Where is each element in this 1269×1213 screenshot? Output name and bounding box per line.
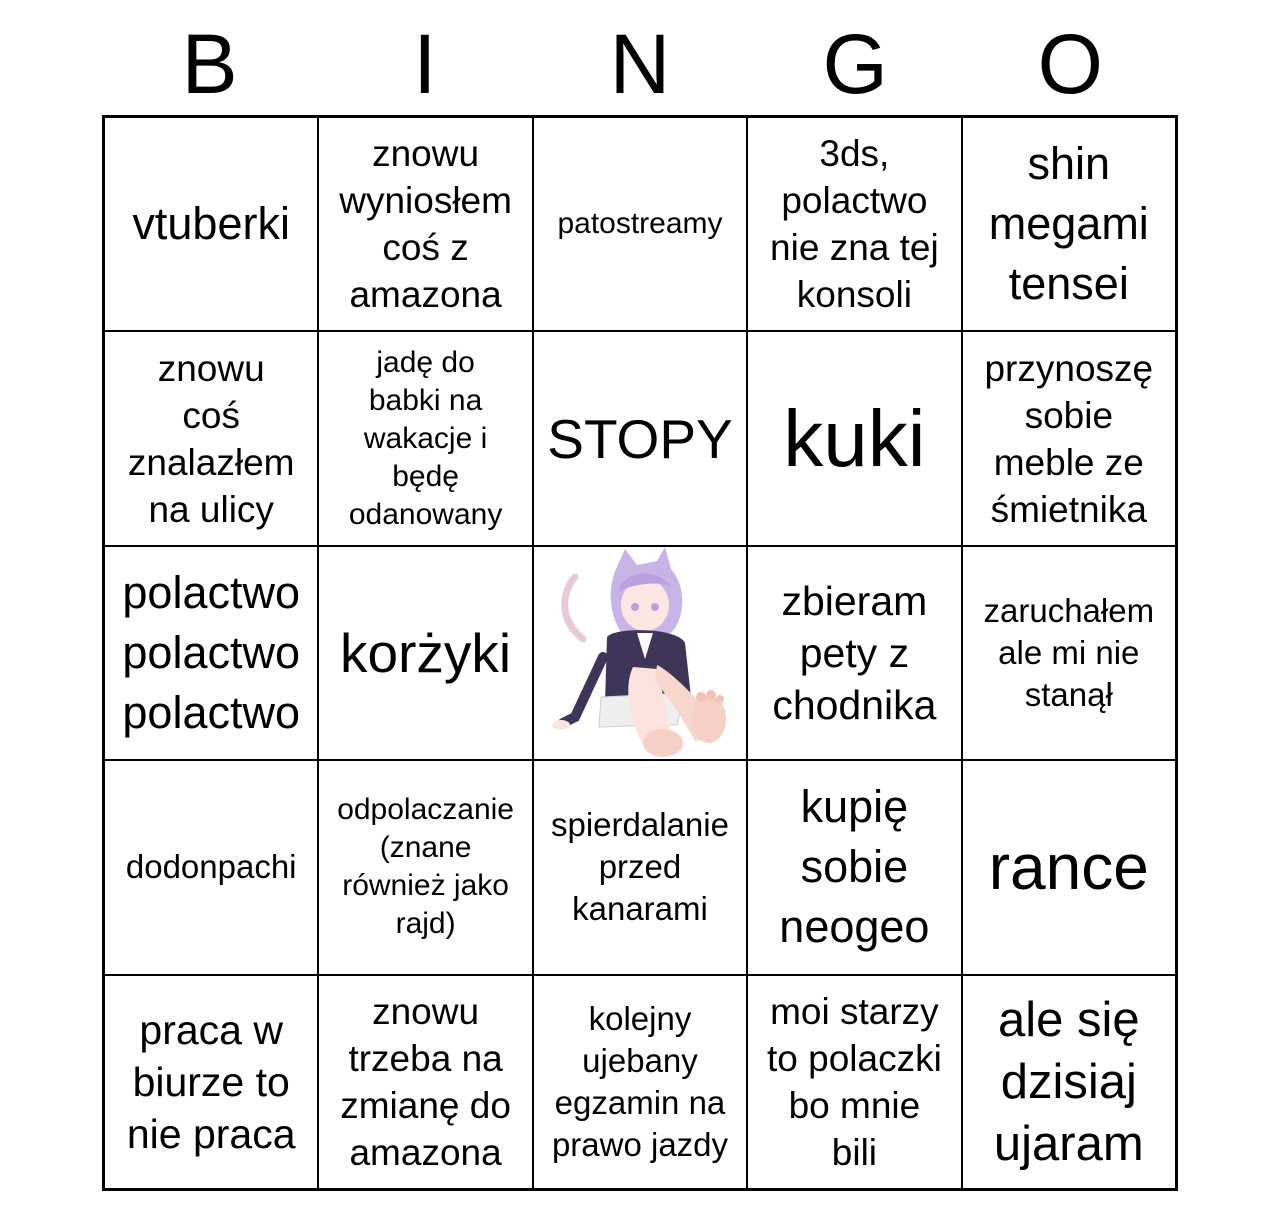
bingo-cell-1[interactable] bbox=[104, 117, 318, 331]
cell-text: jadę do babki na wakacje i będę odanowany bbox=[348, 345, 503, 531]
bingo-cell-22[interactable] bbox=[318, 975, 532, 1189]
cell-text: zbieram pety z chodnika bbox=[772, 577, 937, 728]
cell-text: zaruchałem ale mi nie stanął bbox=[983, 591, 1155, 713]
bingo-cell-17[interactable] bbox=[318, 760, 532, 974]
header-letter-b: B bbox=[181, 17, 238, 111]
header-letter-o: O bbox=[1037, 17, 1104, 111]
bingo-cell-14[interactable] bbox=[747, 546, 961, 760]
cell-text: patostreamy bbox=[557, 207, 723, 241]
bingo-cell-free[interactable] bbox=[533, 546, 747, 760]
bingo-cell-9[interactable] bbox=[747, 331, 961, 545]
cell-text: 3ds, polactwo nie zna tej konsoli bbox=[770, 133, 939, 316]
anime-catgirl-illustration bbox=[545, 547, 735, 759]
cell-text: korżyki bbox=[340, 621, 512, 684]
cell-text: kuki bbox=[783, 393, 926, 483]
cell-text: shin megami tensei bbox=[988, 138, 1149, 310]
bingo-header bbox=[102, 18, 1178, 110]
bingo-cell-18[interactable] bbox=[533, 760, 747, 974]
cell-text: praca w biurze to nie praca bbox=[126, 1006, 296, 1157]
cell-text: ale się dzisiaj ujaram bbox=[993, 992, 1144, 1171]
bingo-cell-19[interactable] bbox=[747, 760, 961, 974]
bingo-cell-6[interactable] bbox=[104, 331, 318, 545]
bingo-cell-25[interactable] bbox=[962, 975, 1176, 1189]
cell-text: znowu coś znalazłem na ulicy bbox=[127, 347, 295, 530]
header-letter-i: I bbox=[413, 17, 437, 111]
cell-text: spierdalanie przed kanarami bbox=[551, 806, 729, 928]
bingo-cell-8[interactable] bbox=[533, 331, 747, 545]
cell-text: dodonpachi bbox=[125, 848, 297, 886]
bingo-cell-23[interactable] bbox=[533, 975, 747, 1189]
bingo-cell-11[interactable] bbox=[104, 546, 318, 760]
cell-text: znowu trzeba na zmianę do amazona bbox=[340, 990, 511, 1173]
bingo-cell-2[interactable] bbox=[318, 117, 532, 331]
cell-text: vtuberki bbox=[132, 198, 290, 250]
bingo-cell-21[interactable] bbox=[104, 975, 318, 1189]
bingo-cell-7[interactable] bbox=[318, 331, 532, 545]
bingo-grid bbox=[102, 115, 1178, 1191]
cell-text: polactwo polactwo polactwo bbox=[122, 566, 300, 738]
bingo-cell-10[interactable] bbox=[962, 331, 1176, 545]
cell-text: STOPY bbox=[547, 407, 733, 470]
cell-text: przynoszę sobie meble ze śmietnika bbox=[984, 347, 1154, 530]
header-letter-n: N bbox=[609, 17, 671, 111]
bingo-cell-4[interactable] bbox=[747, 117, 961, 331]
bingo-cell-15[interactable] bbox=[962, 546, 1176, 760]
bingo-cell-16[interactable] bbox=[104, 760, 318, 974]
bingo-cell-24[interactable] bbox=[747, 975, 961, 1189]
bingo-cell-5[interactable] bbox=[962, 117, 1176, 331]
cell-text: kolejny ujebany egzamin na prawo jazdy bbox=[551, 999, 729, 1163]
bingo-cell-3[interactable] bbox=[533, 117, 747, 331]
cell-text: znowu wyniosłem coś z amazona bbox=[339, 133, 512, 316]
bingo-cell-12[interactable] bbox=[318, 546, 532, 760]
cell-text: kupię sobie neogeo bbox=[779, 781, 930, 953]
header-letter-g: G bbox=[822, 17, 888, 111]
bingo-cell-20[interactable] bbox=[962, 760, 1176, 974]
cell-text: moi starzy to polaczki bo mnie bili bbox=[766, 990, 942, 1173]
cell-text: odpolaczanie (znane również jako rajd) bbox=[337, 793, 514, 941]
cell-text: rance bbox=[988, 831, 1149, 904]
